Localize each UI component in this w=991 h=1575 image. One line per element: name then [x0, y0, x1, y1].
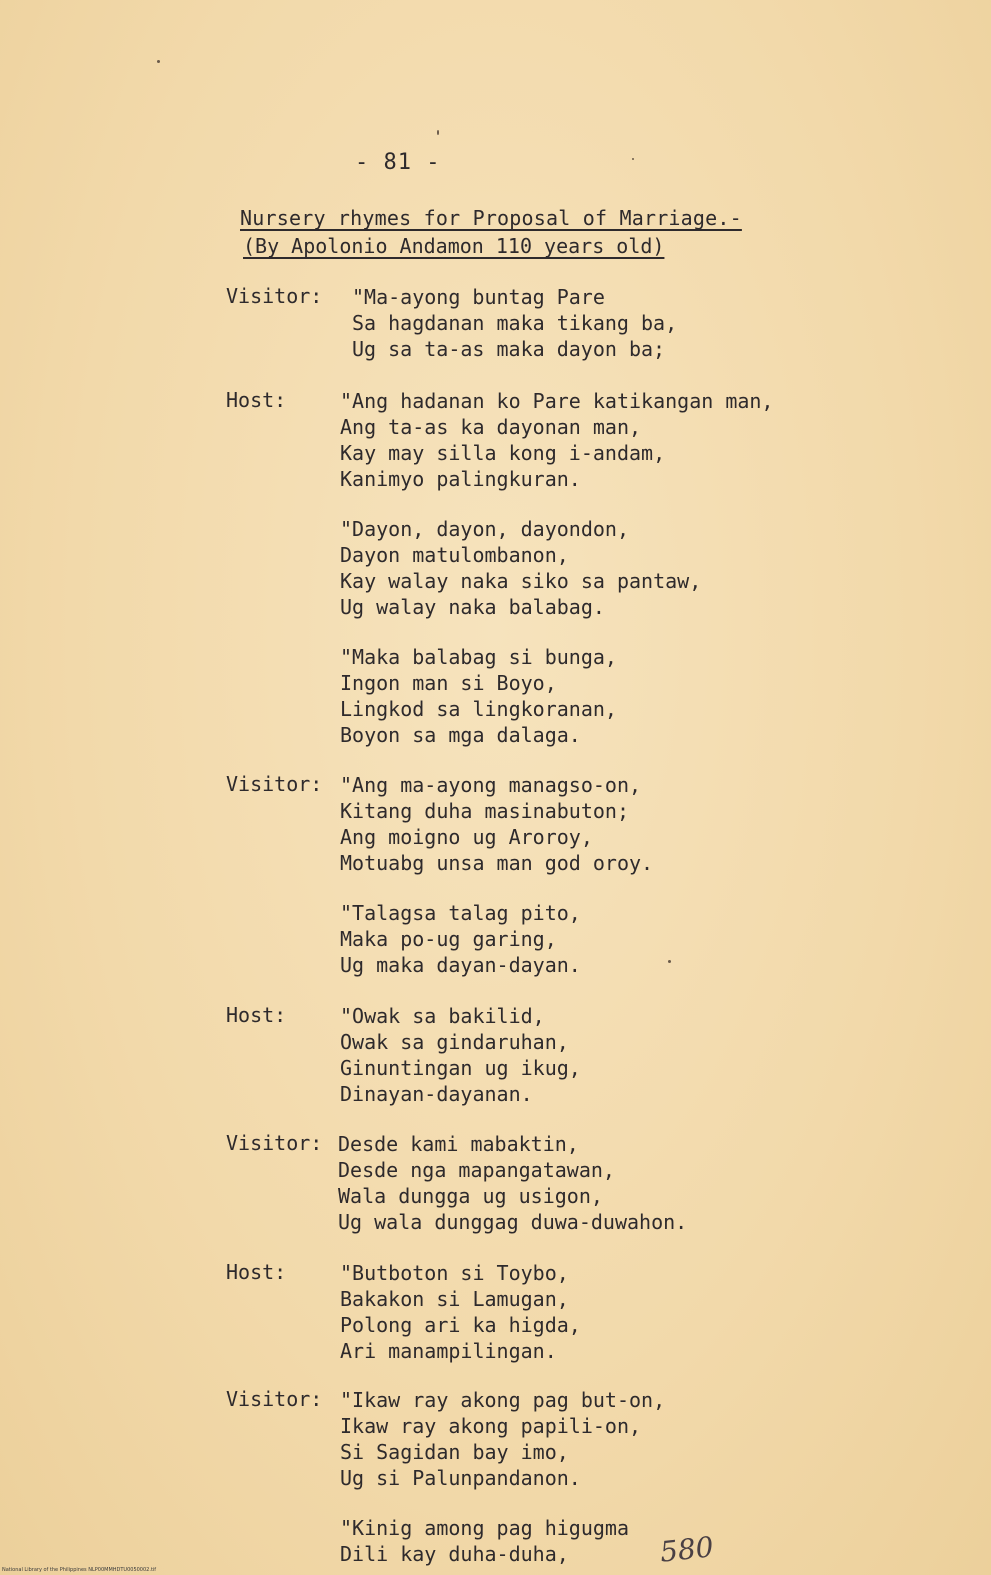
verse-line: "Butboton si Toybo,	[340, 1261, 569, 1285]
verse-lines	[340, 772, 653, 876]
verse-line: Lingkod sa lingkoranan,	[340, 697, 617, 721]
verse-line: "Talagsa talag pito,	[340, 901, 581, 925]
document-title: Nursery rhymes for Proposal of Marriage.-	[240, 206, 742, 230]
verse-line: Ug maka dayan-dayan.	[340, 953, 581, 977]
speaker-label: Visitor:	[226, 284, 323, 308]
speaker-label: Host:	[226, 1003, 287, 1027]
verse-line: "Ang ma-ayong managso-on,	[340, 773, 642, 797]
verse-line: Ug sa ta-as maka dayon ba;	[352, 337, 666, 361]
verse-line: Ug si Palunpandanon.	[340, 1466, 581, 1490]
speaker-label: Host:	[226, 388, 287, 412]
verse-lines	[340, 900, 581, 978]
verse-line: Ginuntingan ug ikug,	[340, 1056, 581, 1080]
verse-line: Ingon man si Boyo,	[340, 671, 557, 695]
verse-line: Ug walay naka balabag.	[340, 595, 605, 619]
speaker-label: Visitor:	[226, 772, 323, 796]
verse-line: Desde nga mapangatawan,	[338, 1158, 615, 1182]
speaker-label: Visitor:	[226, 1387, 323, 1411]
verse-line: Dinayan-dayanan.	[340, 1082, 533, 1106]
verse-line: Kay walay naka siko sa pantaw,	[340, 569, 702, 593]
verse-line: Owak sa gindaruhan,	[340, 1030, 569, 1054]
speaker-label: Visitor:	[226, 1131, 323, 1155]
verse-line: Dili kay duha-duha,	[340, 1542, 569, 1566]
paper-speck	[668, 960, 671, 963]
verse-line: Dayon matulombanon,	[340, 543, 569, 567]
verse-line: Ang moigno ug Aroroy,	[340, 825, 593, 849]
paper-speck	[437, 130, 439, 135]
verse-line: "Ma-ayong buntag Pare	[352, 285, 605, 309]
verse-line: Kanimyo palingkuran.	[340, 467, 581, 491]
verse-line: Ikaw ray akong papili-on,	[340, 1414, 642, 1438]
paper-speck	[632, 158, 634, 160]
verse-line: Ang ta-as ka dayonan man,	[340, 415, 642, 439]
verse-line: Sa hagdanan maka tikang ba,	[352, 311, 678, 335]
verse-lines	[340, 1260, 581, 1364]
verse-line: Ari manampilingan.	[340, 1339, 557, 1363]
verse-lines	[340, 1387, 665, 1491]
verse-line: Kay may silla kong i-andam,	[340, 441, 666, 465]
page-number: - 81 -	[355, 150, 441, 175]
verse-lines	[340, 1003, 581, 1107]
verse-lines	[340, 1515, 629, 1567]
handwritten-page-number: 580	[658, 1530, 716, 1569]
verse-line: Kitang duha masinabuton;	[340, 799, 629, 823]
verse-line: Motuabg unsa man god oroy.	[340, 851, 654, 875]
verse-line: "Ang hadanan ko Pare katikangan man,	[340, 389, 774, 413]
verse-lines	[340, 516, 701, 620]
verse-line: Polong ari ka higda,	[340, 1313, 581, 1337]
verse-line: "Kinig among pag higugma	[340, 1516, 629, 1540]
verse-line: Desde kami mabaktin,	[338, 1132, 579, 1156]
scan-footer: National Library of the Philippines NLP00MMHDTU0050002.tif	[2, 1567, 157, 1573]
verse-line: "Maka balabag si bunga,	[340, 645, 617, 669]
verse-line: Si Sagidan bay imo,	[340, 1440, 569, 1464]
verse-line: "Owak sa bakilid,	[340, 1004, 545, 1028]
verse-line: "Dayon, dayon, dayondon,	[340, 517, 629, 541]
verse-lines	[352, 284, 677, 362]
verse-line: "Ikaw ray akong pag but-on,	[340, 1388, 666, 1412]
verse-lines	[340, 644, 617, 748]
speaker-label: Host:	[226, 1260, 287, 1284]
verse-lines	[340, 388, 773, 492]
document-subtitle: (By Apolonio Andamon 110 years old)	[243, 234, 665, 258]
verse-line: Bakakon si Lamugan,	[340, 1287, 569, 1311]
verse-lines	[338, 1131, 687, 1235]
verse-line: Wala dungga ug usigon,	[338, 1184, 603, 1208]
verse-line: Maka po-ug garing,	[340, 927, 557, 951]
paper-speck	[157, 60, 160, 63]
verse-line: Ug wala dunggag duwa-duwahon.	[338, 1210, 688, 1234]
verse-line: Boyon sa mga dalaga.	[340, 723, 581, 747]
